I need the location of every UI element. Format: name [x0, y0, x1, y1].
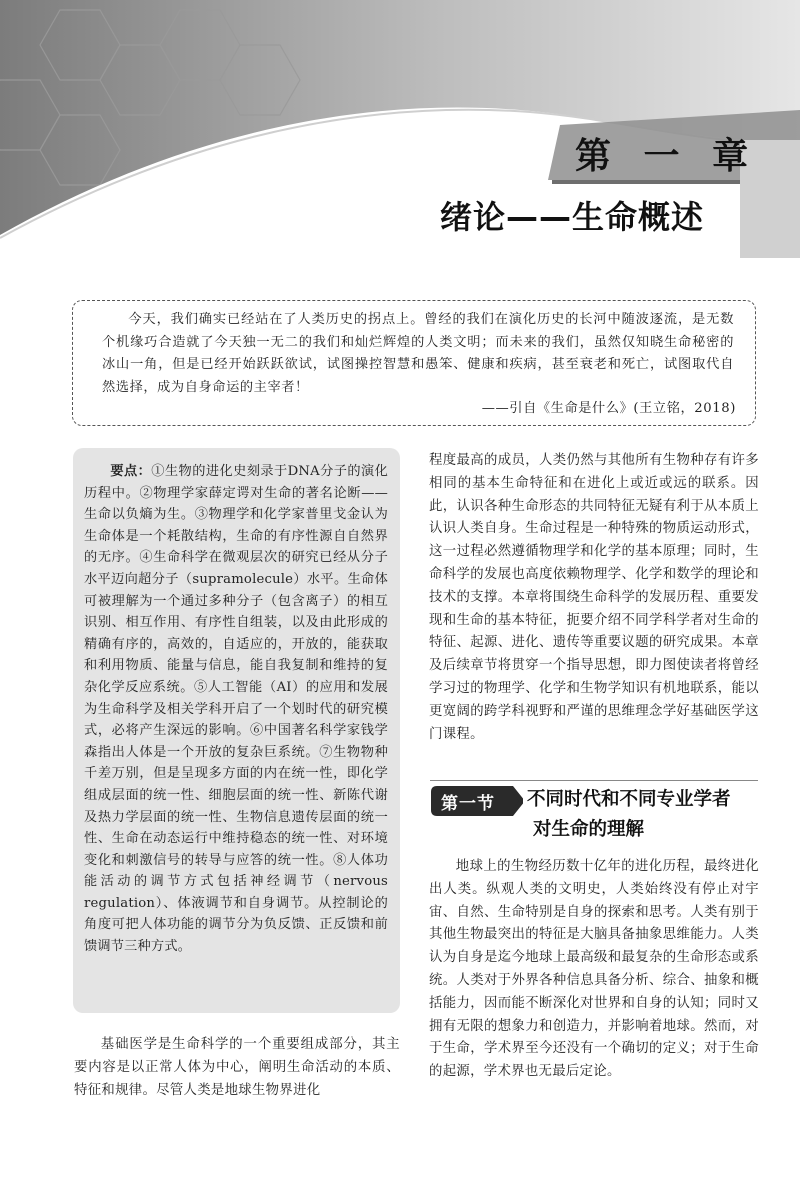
keypoints-label: 要点： — [110, 464, 152, 479]
section-title-line2: 对生命的理解 — [533, 819, 645, 840]
section-badge-label: 第一节 — [441, 794, 495, 814]
chapter-header — [0, 0, 800, 258]
section-title — [527, 785, 757, 845]
quote-text: 今天，我们确实已经站在了人类历史的拐点上。曾经的我们在演化历史的长河中随波逐流，是无数个机缘巧合造就了今天独一无二的我们和灿烂辉煌的人类文明；而未来的我们，虽然仅知晓生命秘密的冰山一角，但是已经开始跃跃欲试，试图操控智慧和愚笨、健康和疾病，甚至衰老和死亡，试图取代自然选择，成为自身命运的主宰者！ — [102, 312, 734, 395]
quote-source: ——引自《生命是什么》(王立铭，2018) — [481, 401, 736, 416]
intro-paragraph-left: 基础医学是生命科学的一个重要组成部分，其主要内容是以正常人体为中心，阐明生命活动的本质、特征和规律。尽管人类是地球生物界进化 — [74, 1037, 400, 1098]
section-paragraph: 地球上的生物经历数十亿年的进化历程，最终进化出人类。纵观人类的文明史，人类始终没有停止对宇宙、自然、生命特别是自身的探索和思考。人类有别于其他生物最突出的特征是大脑具备抽象思维能力。人类认为自身是迄今地球上最高级和最复杂的生命形态或系统。人类对于外界各种信息具备分析、综合、抽象和概括能力，因而能不断深化对世界和自身的认知；同时又拥有无限的想象力和创造力，并影响着地球。然而，对于生命，学术界至今还没有一个确切的定义；对于生命的起源，学术界也无最后定论。 — [429, 859, 759, 1080]
keypoints-text — [84, 461, 388, 958]
intro-paragraph-right: 程度最高的成员，人类仍然与其他所有生物种存有许多相同的基本生命特征和在进化上或近或远的联系。因此，认识各种生命形态的共同特征无疑有利于从本质上认识人类自身。生命过程是一种特殊的物质运动形式，这一过程必然遵循物理学和化学的基本原理；同时，生命科学的发展也高度依赖物理学、化学和数学的理论和技术的支撑。本章将围绕生命科学的发展历程、重要发现和生命的基本特征，扼要介绍不同学科学者对生命的特征、起源、进化、遗传等重要议题的研究成果。本章及后续章节将贯穿一个指导思想，即力图使读者将曾经学习过的物理学、化学和生物学知识有机地联系，能以更宽阔的跨学科视野和严谨的思维理念学好基础医学这门课程。 — [429, 453, 759, 742]
section-divider — [430, 780, 758, 781]
chapter-title: 绪论——生命概述 — [440, 198, 705, 236]
chapter-number: 第 一 章 — [575, 136, 759, 177]
keypoints-body: ①生物的进化史刻录于DNA分子的演化历程中。②物理学家薛定谔对生命的著名论断——生命以负熵为生。③物理学和化学家普里戈金认为生命体是一个耗散结构，生命的有序性源自自然界的无序。④生命科学在微观层次的研究已经从分子水平迈向超分子（supramolecule）水平。生命体可被理解为一个通过多种分子（包含离子）的相互识别、相互作用、有序性自组装，以及由此形成的精确有序的，高效的，自适应的，开放的，能获取和利用物质、能量与信息，能自我复制和维持的复杂化学反应系统。⑤人工智能（AI）的应用和发展为生命科学及相关学科开启了一个划时代的研究模式，必将产生深远的影响。⑥中国著名科学家钱学森指出人体是一个开放的复杂巨系统。⑦生物物种千差万别，但是呈现多方面的内在统一性，即化学组成层面的统一性、细胞层面的统一性、新陈代谢及热力学层面的统一性、生物信息遗传层面的统一性、生命在动态运行中维持稳态的统一性、对环境变化和刺激信号的转导与应答的统一性。⑧人体功能活动的调节方式包括神经调节（nervous regulation）、体液调节和自身调节。从控制论的角度可把人体功能的调节分为负反馈、正反馈和前馈调节三种方式。 — [84, 464, 388, 955]
section-title-line1: 不同时代和不同专业学者 — [527, 789, 731, 810]
